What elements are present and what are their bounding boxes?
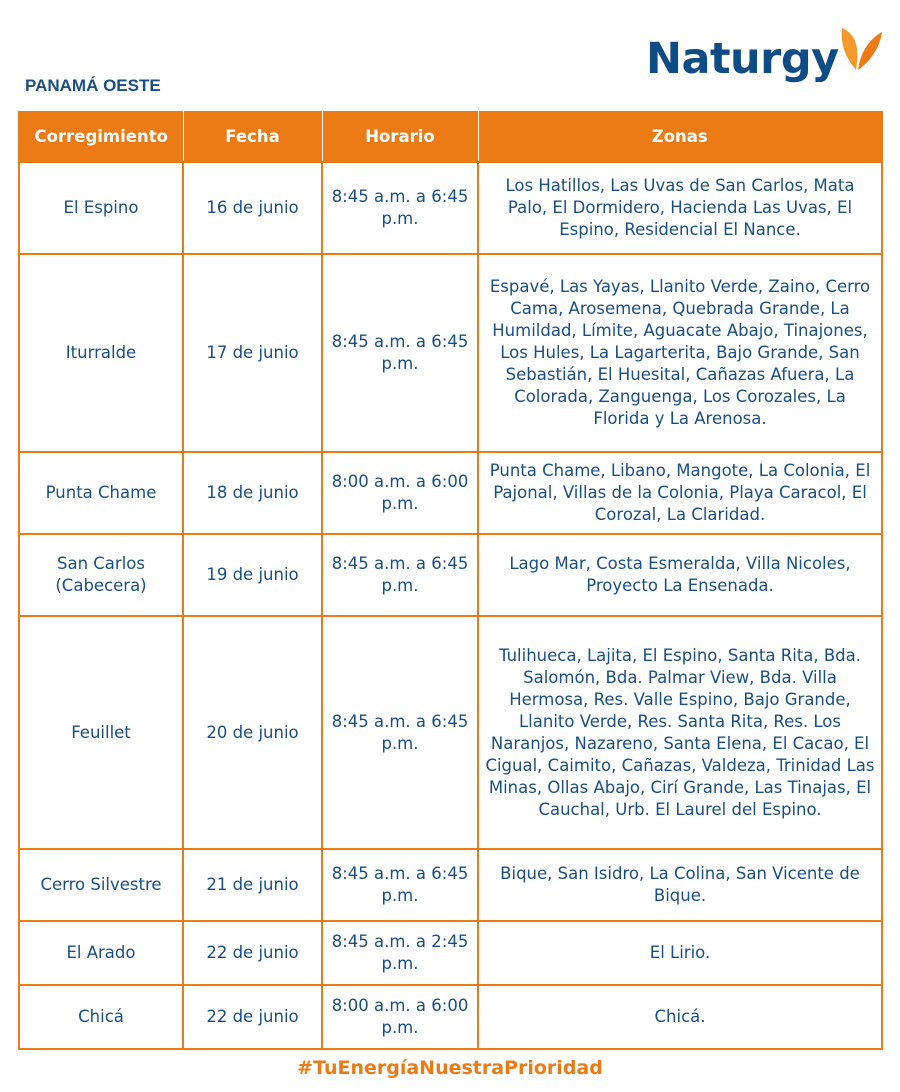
cell-fecha: 22 de junio — [183, 921, 322, 985]
cell-zonas: Bique, San Isidro, La Colina, San Vicente de Bique. — [478, 849, 882, 921]
cell-fecha: 20 de junio — [183, 616, 322, 849]
cell-horario: 8:45 a.m. a 6:45 p.m. — [322, 849, 478, 921]
cell-corregimiento: El Arado — [19, 921, 183, 985]
cell-zonas: Chicá. — [478, 985, 882, 1049]
cell-corregimiento: Iturralde — [19, 254, 183, 452]
cell-zonas: Espavé, Las Yayas, Llanito Verde, Zaino, Cerro Cama, Arosemena, Quebrada Grande, La Humildad, Límite, Aguacate Abajo, Tinajones, Los Hules, La Lagarterita, Bajo Grande, San Sebastián, El Huesital, Cañazas Afuera, La Colorada, Zanguenga, Los Corozales, La Florida y La Arenosa. — [478, 254, 882, 452]
cell-horario: 8:00 a.m. a 6:00 p.m. — [322, 985, 478, 1049]
cell-horario: 8:45 a.m. a 6:45 p.m. — [322, 254, 478, 452]
header-corregimiento: Corregimiento — [19, 111, 183, 162]
cell-zonas: Los Hatillos, Las Uvas de San Carlos, Mata Palo, El Dormidero, Hacienda Las Uvas, El Espino, Residencial El Nance. — [478, 162, 882, 254]
header-zonas: Zonas — [478, 111, 882, 162]
table-row — [19, 162, 882, 254]
cell-corregimiento: Chicá — [19, 985, 183, 1049]
table-header-row — [19, 111, 882, 162]
cell-zonas: Lago Mar, Costa Esmeralda, Villa Nicoles, Proyecto La Ensenada. — [478, 534, 882, 616]
cell-horario: 8:00 a.m. a 6:00 p.m. — [322, 452, 478, 534]
schedule-table — [18, 111, 883, 1050]
cell-fecha: 19 de junio — [183, 534, 322, 616]
cell-corregimiento: San Carlos (Cabecera) — [19, 534, 183, 616]
cell-corregimiento: El Espino — [19, 162, 183, 254]
cell-zonas: El Lirio. — [478, 921, 882, 985]
cell-horario: 8:45 a.m. a 6:45 p.m. — [322, 162, 478, 254]
butterfly-icon — [834, 26, 884, 76]
table-row — [19, 849, 882, 921]
cell-fecha: 21 de junio — [183, 849, 322, 921]
cell-corregimiento: Feuillet — [19, 616, 183, 849]
cell-fecha: 16 de junio — [183, 162, 322, 254]
table-row — [19, 921, 882, 985]
header-fecha: Fecha — [183, 111, 322, 162]
region-title: PANAMÁ OESTE — [25, 76, 161, 95]
cell-horario: 8:45 a.m. a 6:45 p.m. — [322, 616, 478, 849]
cell-horario: 8:45 a.m. a 6:45 p.m. — [322, 534, 478, 616]
naturgy-logo — [646, 26, 886, 92]
cell-zonas: Tulihueca, Lajita, El Espino, Santa Rita, Bda. Salomón, Bda. Palmar View, Bda. Villa Hermosa, Res. Valle Espino, Bajo Grande, Llanito Verde, Res. Santa Rita, Res. Los Naranjos, Nazareno, Santa Elena, El Cacao, El Cigual, Caimito, Cañazas, Valdeza, Trinidad Las Minas, Ollas Abajo, Cirí Grande, Las Tinajas, El Cauchal, Urb. El Laurel del Espino. — [478, 616, 882, 849]
header-horario: Horario — [322, 111, 478, 162]
table-row — [19, 254, 882, 452]
table-row — [19, 452, 882, 534]
cell-fecha: 22 de junio — [183, 985, 322, 1049]
cell-fecha: 18 de junio — [183, 452, 322, 534]
cell-zonas: Punta Chame, Libano, Mangote, La Colonia, El Pajonal, Villas de la Colonia, Playa Caracol, El Corozal, La Claridad. — [478, 452, 882, 534]
logo-text: Naturgy — [646, 34, 839, 84]
cell-horario: 8:45 a.m. a 2:45 p.m. — [322, 921, 478, 985]
table-row — [19, 616, 882, 849]
cell-corregimiento: Punta Chame — [19, 452, 183, 534]
hashtag: #TuEnergíaNuestraPrioridad — [297, 1057, 603, 1079]
table-row — [19, 534, 882, 616]
cell-corregimiento: Cerro Silvestre — [19, 849, 183, 921]
table-row — [19, 985, 882, 1049]
cell-fecha: 17 de junio — [183, 254, 322, 452]
